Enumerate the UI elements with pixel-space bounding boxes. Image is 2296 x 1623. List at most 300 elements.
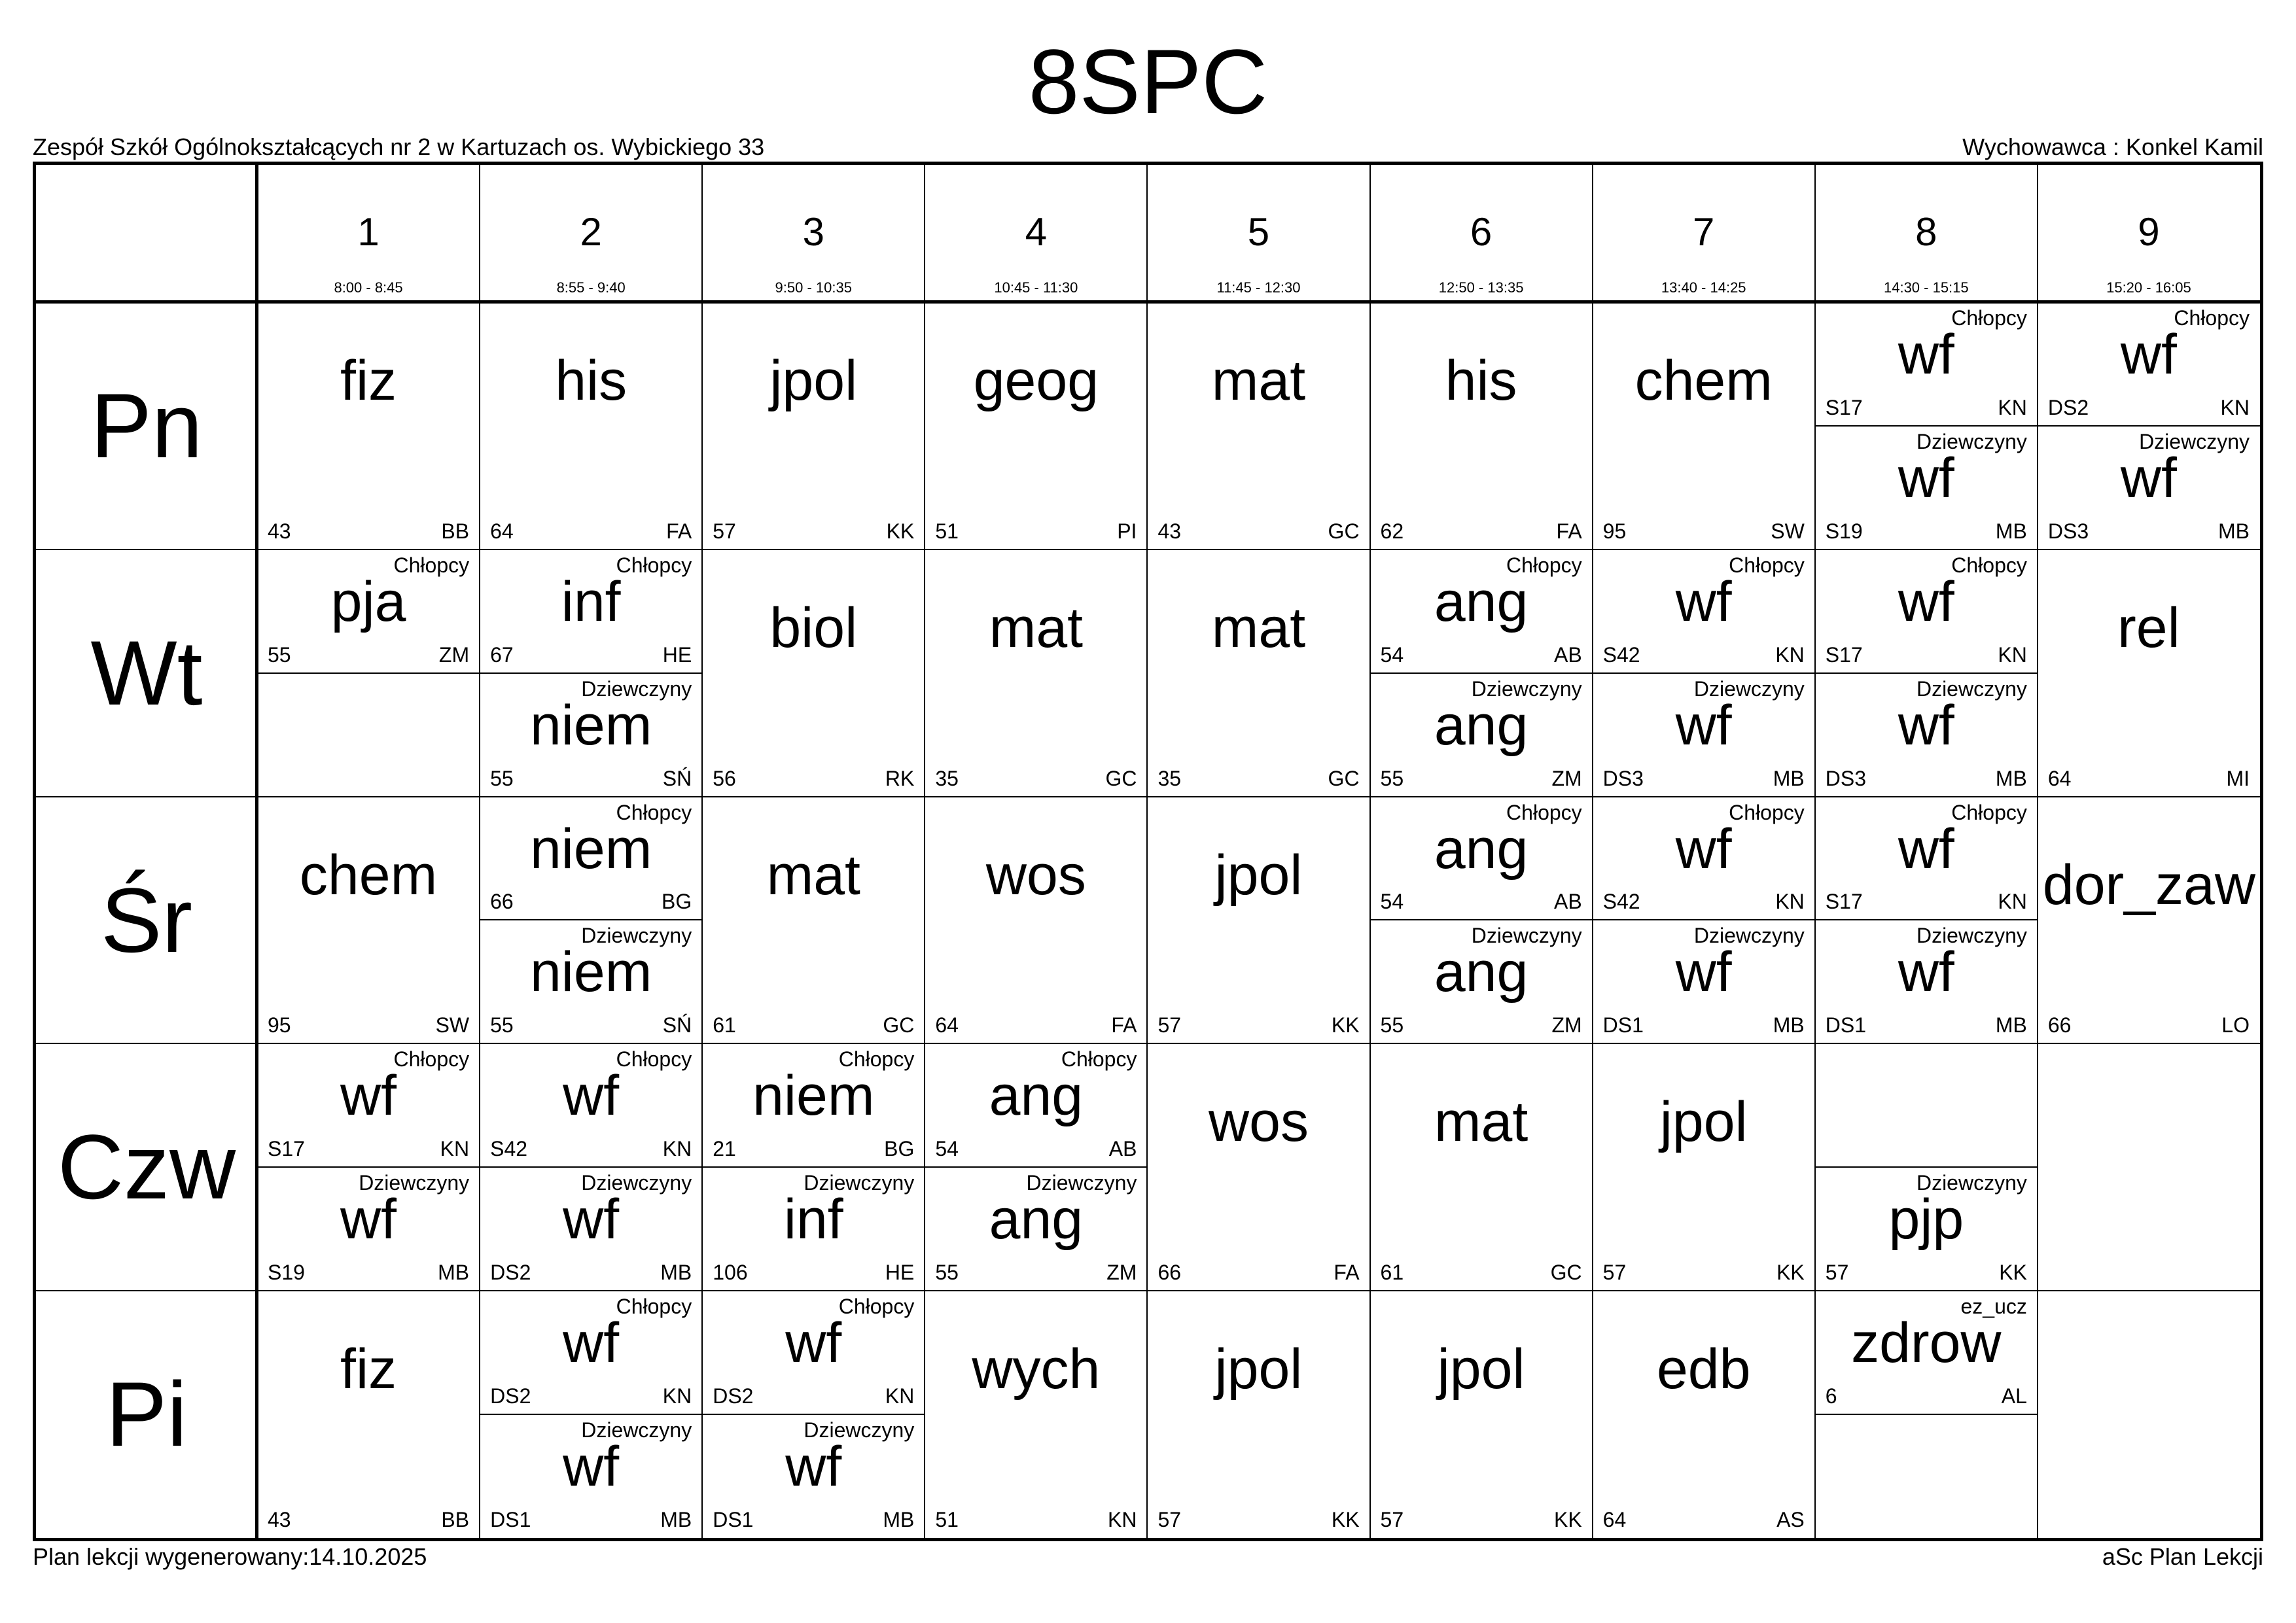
lesson-group xyxy=(1815,797,2038,920)
teacher-code: FA xyxy=(1556,519,1582,543)
group-label: Dziewczyny xyxy=(1916,676,2027,701)
day-label: Czw xyxy=(57,1115,236,1219)
room-number: S42 xyxy=(1602,890,1640,914)
room-number: 66 xyxy=(2047,1013,2072,1038)
lesson-cell xyxy=(1147,1291,1369,1538)
room-number: 6 xyxy=(1825,1384,1837,1408)
subject: wf xyxy=(1675,941,1732,1004)
group-label: Dziewczyny xyxy=(804,1418,915,1442)
teacher-code: FA xyxy=(1333,1261,1360,1285)
lesson-group xyxy=(1370,797,1593,920)
lesson-group xyxy=(1815,920,2038,1043)
subject: ang xyxy=(1434,570,1528,633)
group-label: Dziewczyny xyxy=(1916,1171,2027,1195)
period-number: 2 xyxy=(580,210,602,254)
group-label: Chłopcy xyxy=(2174,306,2250,330)
group-label: Dziewczyny xyxy=(1916,924,2027,948)
group-label: Chłopcy xyxy=(1951,553,2027,577)
period-header xyxy=(1593,165,1815,302)
lesson-cell xyxy=(257,302,480,550)
room-number: S17 xyxy=(1825,890,1863,914)
subject: wf xyxy=(563,1312,620,1375)
group-label: Chłopcy xyxy=(1951,306,2027,330)
room-number: 57 xyxy=(1825,1261,1849,1285)
period-header xyxy=(925,165,1147,302)
teacher-code: AB xyxy=(1553,642,1582,667)
lesson-group xyxy=(480,550,702,673)
lesson-cell xyxy=(1147,302,1369,550)
lesson-group xyxy=(925,1043,1147,1167)
teacher-code: ZM xyxy=(1551,1013,1582,1038)
lesson-cell xyxy=(480,1291,702,1538)
subject: wf xyxy=(1898,941,1954,1004)
day-label: Pi xyxy=(105,1363,188,1466)
split-divider xyxy=(702,1166,925,1168)
lesson-cell xyxy=(702,302,925,550)
teacher-code: KK xyxy=(1999,1261,2027,1285)
lesson-cell xyxy=(1815,302,2038,550)
group-label: Dziewczyny xyxy=(1026,1171,1137,1195)
room-number: DS3 xyxy=(2047,519,2089,543)
subject: wf xyxy=(1675,817,1732,881)
room-number: 55 xyxy=(490,766,514,790)
split-divider xyxy=(2038,425,2260,427)
lesson-cell xyxy=(1593,1043,1815,1291)
lesson-cell xyxy=(2038,797,2260,1044)
teacher-code: SW xyxy=(435,1013,470,1038)
room-number: 54 xyxy=(935,1137,959,1161)
teacher-code: KN xyxy=(662,1384,692,1408)
lesson-group xyxy=(1815,1167,2038,1291)
lesson-group xyxy=(702,1291,925,1414)
room-number: 61 xyxy=(1380,1261,1404,1285)
group-label: Chłopcy xyxy=(1506,800,1582,824)
school-name: Zespół Szkół Ogólnokształcących nr 2 w Kartuzach os. Wybickiego 33 xyxy=(33,133,765,160)
teacher-code: MB xyxy=(660,1261,692,1285)
subject: wf xyxy=(2120,323,2177,386)
room-number: 51 xyxy=(935,519,959,543)
lesson-cell xyxy=(1593,1291,1815,1538)
subject: edb xyxy=(1656,1338,1751,1401)
lesson-cell xyxy=(1593,550,1815,797)
room-number: 64 xyxy=(2047,766,2072,790)
room-number: S17 xyxy=(268,1137,305,1161)
period-number: 5 xyxy=(1247,210,1270,254)
subject: wf xyxy=(785,1312,842,1375)
lesson-group xyxy=(1593,550,1815,673)
group-label: Chłopcy xyxy=(616,1047,692,1072)
lesson-cell xyxy=(1593,797,1815,1044)
lesson-cell xyxy=(257,1291,480,1538)
teacher-code: BB xyxy=(441,519,470,543)
group-label: Chłopcy xyxy=(1951,800,2027,824)
subject: niem xyxy=(529,941,652,1004)
lesson-group xyxy=(480,920,702,1043)
period-number: 6 xyxy=(1470,210,1492,254)
room-number: 21 xyxy=(713,1137,736,1161)
lesson-cell xyxy=(480,797,702,1044)
group-label: Dziewczyny xyxy=(581,676,692,701)
teacher-code: GC xyxy=(1550,1261,1582,1285)
split-divider xyxy=(925,1166,1147,1168)
teacher-code: MB xyxy=(1995,1013,2027,1038)
subject: mat xyxy=(989,596,1084,659)
period-time: 8:55 - 9:40 xyxy=(556,279,626,296)
subject: ang xyxy=(1434,817,1528,881)
subject: ang xyxy=(989,1064,1084,1128)
room-number: 51 xyxy=(935,1507,959,1531)
lesson-cell xyxy=(257,1043,480,1291)
subject: wf xyxy=(1898,446,1954,510)
teacher-code: FA xyxy=(1111,1013,1137,1038)
generated-date: Plan lekcji wygenerowany:14.10.2025 xyxy=(33,1543,427,1570)
lesson-group xyxy=(1815,673,2038,797)
period-header xyxy=(1370,165,1593,302)
lesson-cell xyxy=(1370,1043,1593,1291)
lesson-cell xyxy=(1370,302,1593,550)
subject: geog xyxy=(973,349,1099,412)
teacher-code: KN xyxy=(1998,890,2027,914)
lesson-cell xyxy=(1815,1291,2038,1538)
teacher-code: KK xyxy=(1331,1013,1360,1038)
subject: fiz xyxy=(340,1338,397,1401)
subject: fiz xyxy=(340,349,397,412)
subject: mat xyxy=(1211,349,1306,412)
room-number: DS1 xyxy=(713,1507,754,1531)
teacher-code: FA xyxy=(666,519,692,543)
lesson-group xyxy=(480,1291,702,1414)
room-number: 64 xyxy=(1602,1507,1627,1531)
split-divider xyxy=(1593,919,1815,920)
split-divider xyxy=(1815,425,2038,427)
teacher-code: SW xyxy=(1771,519,1805,543)
lesson-group xyxy=(1370,673,1593,797)
lesson-cell xyxy=(702,1291,925,1538)
subject: wf xyxy=(2120,446,2177,510)
lesson-cell xyxy=(1815,797,2038,1044)
teacher-code: PI xyxy=(1117,519,1137,543)
split-divider xyxy=(480,1414,702,1415)
lesson-group xyxy=(257,1043,480,1167)
teacher-code: ZM xyxy=(438,642,470,667)
teacher-code: KN xyxy=(2220,395,2250,419)
room-number: S17 xyxy=(1825,642,1863,667)
teacher-code: KN xyxy=(440,1137,470,1161)
teacher-code: SŃ xyxy=(662,766,692,790)
subject: niem xyxy=(529,817,652,881)
group-label: Dziewczyny xyxy=(1916,429,2027,453)
lesson-cell xyxy=(480,550,702,797)
room-number: 56 xyxy=(713,766,736,790)
period-number: 7 xyxy=(1693,210,1715,254)
room-number: DS2 xyxy=(2047,395,2089,419)
split-divider xyxy=(1815,919,2038,920)
room-number: 57 xyxy=(1380,1507,1404,1531)
period-time: 14:30 - 15:15 xyxy=(1883,279,1969,296)
group-label: Chłopcy xyxy=(393,1047,470,1072)
lesson-group xyxy=(1370,550,1593,673)
split-divider xyxy=(257,672,480,674)
room-number: 57 xyxy=(1157,1013,1182,1038)
period-time: 8:00 - 8:45 xyxy=(334,279,403,296)
lesson-group xyxy=(2038,302,2260,426)
subject: wos xyxy=(985,843,1086,907)
lesson-cell xyxy=(1147,797,1369,1044)
group-label: Dziewczyny xyxy=(1693,924,1805,948)
group-label: Dziewczyny xyxy=(581,1418,692,1442)
teacher-code: KN xyxy=(1775,642,1805,667)
teacher-code: GC xyxy=(1328,766,1360,790)
group-label: Dziewczyny xyxy=(581,924,692,948)
lesson-cell xyxy=(1147,1043,1369,1291)
subject: zdrow xyxy=(1851,1312,2002,1375)
period-number: 1 xyxy=(357,210,380,254)
lesson-cell xyxy=(925,1291,1147,1538)
room-number: DS1 xyxy=(490,1507,531,1531)
period-header xyxy=(257,165,480,302)
lesson-cell xyxy=(1593,302,1815,550)
room-number: 35 xyxy=(935,766,959,790)
period-header xyxy=(1147,165,1369,302)
teacher-code: GC xyxy=(1328,519,1360,543)
lesson-cell xyxy=(257,550,480,797)
day-label: Śr xyxy=(101,868,192,971)
teacher-code: AB xyxy=(1108,1137,1137,1161)
room-number: DS2 xyxy=(713,1384,754,1408)
subject: wf xyxy=(563,1188,620,1251)
group-label: Chłopcy xyxy=(393,553,470,577)
subject: wf xyxy=(1675,570,1732,633)
period-header xyxy=(702,165,925,302)
teacher-code: KK xyxy=(886,519,915,543)
room-number: 66 xyxy=(1157,1261,1182,1285)
teacher-code: SŃ xyxy=(662,1013,692,1038)
teacher-code: KK xyxy=(1553,1507,1582,1531)
room-number: 95 xyxy=(268,1013,291,1038)
software-name: aSc Plan Lekcji xyxy=(2102,1543,2263,1570)
lesson-group xyxy=(702,1167,925,1291)
room-number: 54 xyxy=(1380,642,1404,667)
lesson-group xyxy=(1815,550,2038,673)
room-number: 64 xyxy=(490,519,514,543)
subject: wych xyxy=(972,1338,1101,1401)
teacher-code: HE xyxy=(662,642,692,667)
group-label: Chłopcy xyxy=(616,553,692,577)
lesson-cell xyxy=(702,797,925,1044)
room-number: 95 xyxy=(1602,519,1627,543)
subject: jpol xyxy=(1659,1091,1748,1154)
period-number: 4 xyxy=(1025,210,1048,254)
room-number: 66 xyxy=(490,890,514,914)
subject: wf xyxy=(563,1435,620,1499)
lesson-group xyxy=(702,1043,925,1167)
room-number: 43 xyxy=(1157,519,1182,543)
lesson-cell xyxy=(2038,302,2260,550)
subject: wf xyxy=(563,1064,620,1128)
lesson-cell xyxy=(925,1043,1147,1291)
lesson-group xyxy=(480,1414,702,1538)
lesson-group xyxy=(1593,920,1815,1043)
subject: inf xyxy=(561,570,621,633)
group-label: Chłopcy xyxy=(616,1295,692,1319)
teacher-code: ZM xyxy=(1551,766,1582,790)
lesson-group xyxy=(480,1167,702,1291)
group-label: Dziewczyny xyxy=(581,1171,692,1195)
subject: wf xyxy=(340,1064,397,1128)
subject: jpol xyxy=(1214,1338,1303,1401)
lesson-cell xyxy=(702,1043,925,1291)
teacher-code: HE xyxy=(885,1261,915,1285)
lesson-group xyxy=(480,1043,702,1167)
lesson-group xyxy=(1370,920,1593,1043)
teacher-code: KN xyxy=(885,1384,915,1408)
group-label: Dziewczyny xyxy=(804,1171,915,1195)
group-label: Chłopcy xyxy=(838,1047,915,1072)
teacher-code: KK xyxy=(1331,1507,1360,1531)
room-number: DS1 xyxy=(1602,1013,1644,1038)
split-divider xyxy=(1593,672,1815,674)
room-number: DS2 xyxy=(490,1261,531,1285)
lesson-group xyxy=(1593,797,1815,920)
split-divider xyxy=(480,919,702,920)
subject: wf xyxy=(785,1435,842,1499)
room-number: S42 xyxy=(490,1137,528,1161)
room-number: 57 xyxy=(713,519,736,543)
group-label: ez_ucz xyxy=(1960,1295,2027,1319)
lesson-cell xyxy=(257,797,480,1044)
teacher-code: AB xyxy=(1553,890,1582,914)
teacher-code: MI xyxy=(2226,766,2250,790)
teacher-code: MB xyxy=(660,1507,692,1531)
teacher-code: LO xyxy=(2221,1013,2250,1038)
room-number: S42 xyxy=(1602,642,1640,667)
group-label: Dziewczyny xyxy=(2139,429,2250,453)
split-divider xyxy=(1370,672,1593,674)
lesson-cell xyxy=(480,302,702,550)
period-number: 8 xyxy=(1915,210,1937,254)
room-number: S19 xyxy=(1825,519,1863,543)
lesson-cell xyxy=(2038,550,2260,797)
room-number: 55 xyxy=(1380,766,1404,790)
teacher-code: MB xyxy=(2217,519,2250,543)
split-divider xyxy=(1815,672,2038,674)
split-divider xyxy=(1815,1414,2038,1415)
period-time: 11:45 - 12:30 xyxy=(1216,279,1301,296)
room-number: 55 xyxy=(1380,1013,1404,1038)
teacher-code: MB xyxy=(1773,766,1805,790)
subject: his xyxy=(555,349,627,412)
period-number: 3 xyxy=(802,210,824,254)
group-label: Chłopcy xyxy=(616,800,692,824)
split-divider xyxy=(1815,1166,2038,1168)
split-divider xyxy=(257,1166,480,1168)
subject: mat xyxy=(766,843,860,907)
teacher-code: KN xyxy=(1998,642,2027,667)
subject: niem xyxy=(529,693,652,757)
lesson-cell xyxy=(1815,550,2038,797)
timetable-grid xyxy=(33,162,2263,1541)
subject: wf xyxy=(1898,323,1954,386)
room-number: 61 xyxy=(713,1013,736,1038)
subject: jpol xyxy=(1214,843,1303,907)
room-number: 43 xyxy=(268,519,291,543)
room-number: 62 xyxy=(1380,519,1404,543)
teacher-code: KN xyxy=(1107,1507,1137,1531)
subject: pjp xyxy=(1888,1188,1964,1251)
split-divider xyxy=(480,1166,702,1168)
subject: rel xyxy=(2117,596,2180,659)
lesson-cell xyxy=(1370,797,1593,1044)
lesson-group xyxy=(1593,673,1815,797)
subject: mat xyxy=(1434,1091,1528,1154)
group-label: Chłopcy xyxy=(1506,553,1582,577)
group-label: Dziewczyny xyxy=(359,1171,470,1195)
subject: ang xyxy=(989,1188,1084,1251)
lesson-group xyxy=(1815,1291,2038,1414)
group-label: Chłopcy xyxy=(1061,1047,1137,1072)
lesson-cell xyxy=(1370,550,1593,797)
room-number: DS2 xyxy=(490,1384,531,1408)
subject: wf xyxy=(1898,693,1954,757)
subject: niem xyxy=(752,1064,875,1128)
room-number: 57 xyxy=(1157,1507,1182,1531)
subject: dor_zaw xyxy=(2042,853,2255,916)
subject: chem xyxy=(299,843,438,907)
subject: wf xyxy=(1898,570,1954,633)
room-number: DS3 xyxy=(1602,766,1644,790)
room-number: 35 xyxy=(1157,766,1182,790)
room-number: 55 xyxy=(268,642,291,667)
teacher-code: AL xyxy=(2001,1384,2027,1408)
subject: wf xyxy=(1675,693,1732,757)
group-label: Dziewczyny xyxy=(1471,676,1582,701)
subject: biol xyxy=(769,596,858,659)
lesson-group xyxy=(702,1414,925,1538)
room-number: 64 xyxy=(935,1013,959,1038)
room-number: 55 xyxy=(490,1013,514,1038)
teacher-code: MB xyxy=(1995,519,2027,543)
lesson-cell xyxy=(925,797,1147,1044)
room-number: 106 xyxy=(713,1261,748,1285)
room-number: S17 xyxy=(1825,395,1863,419)
period-time: 15:20 - 16:05 xyxy=(2106,279,2191,296)
group-label: Dziewczyny xyxy=(1471,924,1582,948)
room-number: DS3 xyxy=(1825,766,1867,790)
lesson-cell xyxy=(2038,1043,2260,1291)
teacher-code: KN xyxy=(1998,395,2027,419)
teacher-code: MB xyxy=(1995,766,2027,790)
subject: jpol xyxy=(769,349,858,412)
subject: ang xyxy=(1434,693,1528,757)
split-divider xyxy=(702,1414,925,1415)
period-header xyxy=(1815,165,2038,302)
subject: ang xyxy=(1434,941,1528,1004)
room-number: S19 xyxy=(268,1261,305,1285)
room-number: 67 xyxy=(490,642,514,667)
subject: wf xyxy=(1898,817,1954,881)
teacher-code: BB xyxy=(441,1507,470,1531)
lesson-cell xyxy=(1370,1291,1593,1538)
teacher-code: BG xyxy=(661,890,692,914)
lesson-group xyxy=(257,550,480,673)
teacher-code: BG xyxy=(884,1137,915,1161)
lesson-cell xyxy=(480,1043,702,1291)
subject: wos xyxy=(1209,1091,1309,1154)
room-number: 43 xyxy=(268,1507,291,1531)
lesson-group xyxy=(257,1167,480,1291)
lesson-cell xyxy=(925,550,1147,797)
subject: mat xyxy=(1211,596,1306,659)
